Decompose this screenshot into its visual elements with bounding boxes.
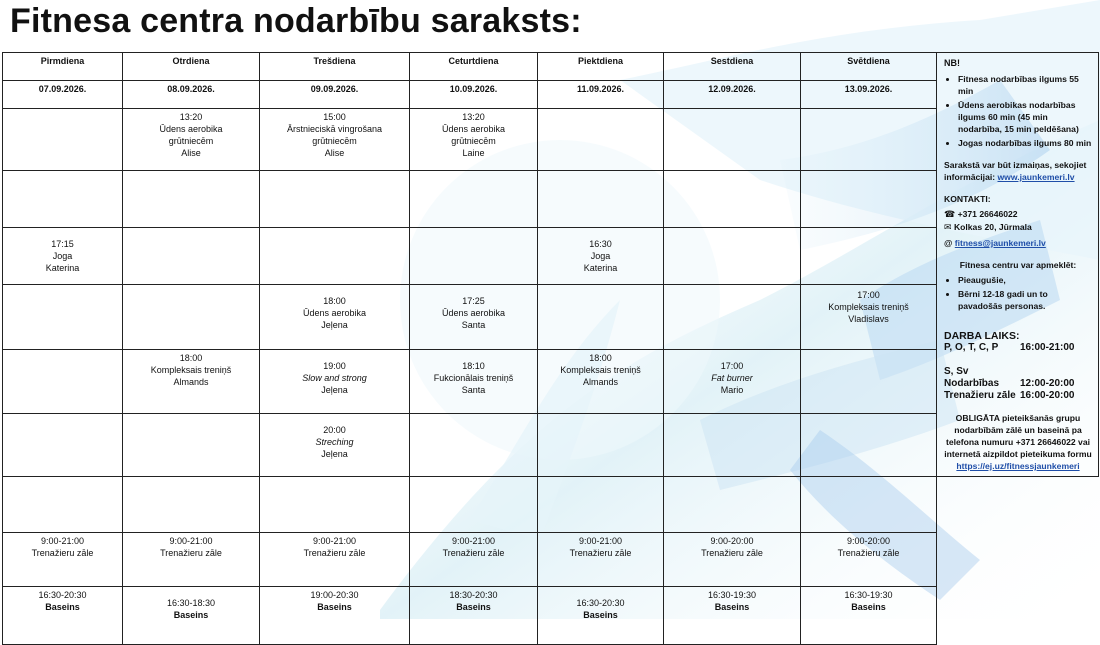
class-name: Ūdens aerobika xyxy=(159,123,223,134)
schedule-row xyxy=(3,285,1099,350)
class-trainer: Santa xyxy=(461,384,486,395)
day-header: Piektdiena xyxy=(538,53,664,81)
class-name: Ūdens aerobika xyxy=(441,308,506,319)
empty-slot xyxy=(123,171,260,228)
gym-hours-cell xyxy=(410,533,538,587)
class-trainer: Jeļena xyxy=(321,449,348,460)
visitors-item: • Bērni 12-18 gadi un to pavadošās personas. xyxy=(958,288,1092,312)
gym-hours: 9:00-20:00 xyxy=(710,536,754,546)
nb-title: NB! xyxy=(944,58,960,68)
pool-label: Baseins xyxy=(456,602,491,612)
pool-label: Baseins xyxy=(851,602,886,612)
empty-slot xyxy=(538,477,664,533)
nb-item: • Ūdens aerobikas nodarbības ilgums 60 min (45 min nodarbība, 15 min peldēšana) xyxy=(958,99,1092,135)
class-time: 17:00 xyxy=(857,290,880,301)
pool-hours: 16:30-19:30 xyxy=(844,590,893,600)
day-header: Ceturtdiena xyxy=(410,53,538,81)
class-slot[interactable] xyxy=(260,349,410,414)
class-name: Streching xyxy=(315,437,354,448)
empty-slot xyxy=(538,108,664,170)
gym-hours: 9:00-21:00 xyxy=(40,536,85,546)
empty-slot xyxy=(538,171,664,228)
empty-slot xyxy=(801,477,937,533)
changes-note: Sarakstā var būt izmaiņas, sekojiet informācijai: www.jaunkemeri.lv xyxy=(944,160,1087,182)
schedule-row xyxy=(3,108,1099,170)
pool-hours: 16:30-20:30 xyxy=(576,598,625,608)
class-name: Ārstnieciskā vingrošana xyxy=(286,123,383,134)
gym-hours-cell xyxy=(801,533,937,587)
empty-slot xyxy=(123,477,260,533)
empty-slot xyxy=(664,285,801,350)
gym-label: Trenažieru zāle xyxy=(31,548,94,558)
schedule-row xyxy=(3,349,1099,414)
class-slot[interactable] xyxy=(123,108,260,170)
schedule-row xyxy=(3,477,1099,533)
empty-slot xyxy=(123,414,260,477)
empty-slot xyxy=(123,285,260,350)
pool-hours-cell xyxy=(260,587,410,645)
empty-slot xyxy=(664,228,801,285)
class-name: Fukcionālais treniņš xyxy=(433,372,514,383)
class-name: Joga xyxy=(590,251,611,262)
class-trainer: Mario xyxy=(720,384,744,395)
empty-slot xyxy=(3,108,123,170)
pool-hours: 19:00-20:30 xyxy=(310,590,359,600)
schedule-row xyxy=(3,228,1099,285)
date-cell: 10.09.2026. xyxy=(410,80,538,108)
day-header-row xyxy=(3,53,1099,81)
booking-note: OBLIGĀTA pieteikšanās grupu nodarbībām zālē un baseinā pa telefona numuru +371 26646022 vai internetā aizpildot pieteikuma formu https://ej.uz/fitnessjaunkemeri xyxy=(944,413,1092,471)
pool-hours-cell xyxy=(123,587,260,645)
class-slot[interactable] xyxy=(801,285,937,350)
date-cell: 13.09.2026. xyxy=(801,80,937,108)
class-subtitle: grūtniecēm xyxy=(168,135,214,146)
date-row xyxy=(3,80,1099,108)
contacts-title: KONTAKTI: xyxy=(944,194,991,204)
class-trainer: Santa xyxy=(461,320,486,331)
empty-slot xyxy=(801,349,937,414)
gym-hours: 9:00-21:00 xyxy=(578,536,623,546)
gym-label: Trenažieru zāle xyxy=(303,548,366,558)
schedule-row xyxy=(3,171,1099,228)
class-time: 13:20 xyxy=(179,111,203,122)
booking-link[interactable]: https://ej.uz/fitnessjaunkemeri xyxy=(956,461,1080,471)
pool-label: Baseins xyxy=(317,602,352,612)
class-name: Fat burner xyxy=(711,372,753,383)
class-time: 18:10 xyxy=(462,360,485,371)
pool-hours-cell xyxy=(3,587,123,645)
class-trainer: Almands xyxy=(173,376,209,387)
class-trainer: Katerina xyxy=(583,263,618,274)
visitors-title: Fitnesa centru var apmeklēt: xyxy=(959,260,1077,270)
phone-icon: ☎ xyxy=(944,210,956,220)
class-time: 18:00 xyxy=(589,352,612,363)
weekend-label: S, Sv xyxy=(944,366,969,377)
empty-slot xyxy=(123,228,260,285)
contact-address: ✉ Kolkas 20, Jūrmala xyxy=(944,222,1032,233)
pool-hours-cell xyxy=(538,587,664,645)
class-slot[interactable] xyxy=(260,108,410,170)
class-time: 13:20 xyxy=(462,111,485,122)
gym-label: Trenažieru zāle xyxy=(569,548,632,558)
empty-slot xyxy=(538,414,664,477)
date-cell: 07.09.2026. xyxy=(3,80,123,108)
class-trainer: Vladislavs xyxy=(848,314,889,325)
spacer-cell xyxy=(937,533,1099,587)
class-slot[interactable] xyxy=(538,228,664,285)
empty-slot xyxy=(801,228,937,285)
info-panel xyxy=(937,53,1099,477)
schedule-table xyxy=(2,52,1099,645)
spacer-cell xyxy=(937,587,1099,645)
contact-phone: ☎ +371 26646022 xyxy=(944,209,1018,220)
schedule-row xyxy=(3,414,1099,477)
nb-list xyxy=(944,73,1092,149)
gym-hours-cell xyxy=(664,533,801,587)
class-subtitle: grūtniecēm xyxy=(312,135,357,146)
pool-hours-row xyxy=(3,587,1099,645)
day-header: Trešdiena xyxy=(260,53,410,81)
class-slot[interactable] xyxy=(260,414,410,477)
pool-hours: 16:30-18:30 xyxy=(166,598,216,608)
class-time: 18:00 xyxy=(323,296,346,307)
gym-hours-cell xyxy=(123,533,260,587)
page-title: Fitnesa centra nodarbību saraksts: xyxy=(10,2,582,40)
empty-slot xyxy=(3,477,123,533)
gym-label: Trenažieru zāle xyxy=(442,548,505,558)
class-slot[interactable] xyxy=(664,349,801,414)
empty-slot xyxy=(3,349,123,414)
weekday-hours: P, O, T, C, P 16:00-21:00 xyxy=(944,342,1075,353)
gym-label: Trenažieru zāle xyxy=(837,548,900,558)
class-slot[interactable] xyxy=(123,349,260,414)
class-trainer: Alise xyxy=(324,147,345,158)
gym-hours: 9:00-21:00 xyxy=(312,536,357,546)
empty-slot xyxy=(410,477,538,533)
class-subtitle: grūtniecēm xyxy=(451,135,496,146)
class-time: 18:00 xyxy=(179,352,203,363)
class-name: Kompleksais treniņš xyxy=(828,302,909,313)
class-name: Ūdens aerobika xyxy=(441,123,506,134)
visitors-item: • Pieaugušie, xyxy=(958,274,1092,286)
envelope-icon: ✉ xyxy=(944,223,952,233)
empty-slot xyxy=(260,228,410,285)
gym-hours-cell xyxy=(260,533,410,587)
class-slot[interactable] xyxy=(410,285,538,350)
empty-slot xyxy=(410,171,538,228)
empty-slot xyxy=(664,414,801,477)
empty-slot xyxy=(538,285,664,350)
empty-slot xyxy=(3,414,123,477)
gym-label: Trenažieru zāle xyxy=(160,548,222,558)
pool-label: Baseins xyxy=(45,602,80,612)
gym-hours-cell xyxy=(3,533,123,587)
empty-slot xyxy=(801,171,937,228)
gym-hours: 9:00-20:00 xyxy=(846,536,891,546)
class-time: 16:30 xyxy=(589,239,612,250)
pool-hours: 18:30-20:30 xyxy=(449,590,498,600)
class-slot[interactable] xyxy=(410,108,538,170)
pool-hours: 16:30-20:30 xyxy=(38,590,87,600)
class-slot[interactable] xyxy=(410,349,538,414)
visitors-list xyxy=(944,274,1092,312)
nb-item: • Fitnesa nodarbības ilgums 55 min xyxy=(958,73,1092,97)
contact-email xyxy=(944,237,1092,249)
date-cell: 12.09.2026. xyxy=(664,80,801,108)
class-name: Joga xyxy=(52,251,73,262)
empty-slot xyxy=(664,171,801,228)
class-slot[interactable] xyxy=(538,349,664,414)
hours-title: DARBA LAIKS: xyxy=(944,330,1020,342)
empty-slot xyxy=(410,414,538,477)
class-slot[interactable] xyxy=(3,228,123,285)
empty-slot xyxy=(801,414,937,477)
date-cell: 09.09.2026. xyxy=(260,80,410,108)
pool-hours: 16:30-19:30 xyxy=(707,590,757,600)
pool-hours-cell xyxy=(801,587,937,645)
day-header: Sestdiena xyxy=(664,53,801,81)
day-header: Otrdiena xyxy=(123,53,260,81)
empty-slot xyxy=(664,108,801,170)
gym-hours-row xyxy=(3,533,1099,587)
empty-slot xyxy=(260,477,410,533)
class-name: Ūdens aerobika xyxy=(302,308,367,319)
pool-hours-cell xyxy=(664,587,801,645)
pool-hours-cell xyxy=(410,587,538,645)
class-time: 17:15 xyxy=(51,239,74,250)
pool-label: Baseins xyxy=(714,602,750,612)
day-header: Svētdiena xyxy=(801,53,937,81)
class-time: 17:25 xyxy=(462,296,485,307)
empty-slot xyxy=(664,477,801,533)
empty-slot xyxy=(410,228,538,285)
class-trainer: Alise xyxy=(181,147,201,158)
empty-slot xyxy=(3,171,123,228)
class-name: Kompleksais treniņš xyxy=(560,364,641,375)
class-slot[interactable] xyxy=(260,285,410,350)
email-link[interactable]: fitness@jaunkemeri.lv xyxy=(954,238,1046,248)
class-trainer: Jeļena xyxy=(321,384,348,395)
class-time: 20:00 xyxy=(323,425,346,436)
class-name: Kompleksais treniņš xyxy=(150,364,232,375)
class-trainer: Katerina xyxy=(45,263,80,274)
pool-label: Baseins xyxy=(583,610,618,620)
weekend-classes-hours: Nodarbības 12:00-20:00 xyxy=(944,378,1075,389)
pool-label: Baseins xyxy=(173,610,209,620)
class-time: 19:00 xyxy=(323,360,346,371)
empty-slot xyxy=(3,285,123,350)
empty-slot xyxy=(801,108,937,170)
gym-hours: 9:00-21:00 xyxy=(169,536,213,546)
gym-hours-cell xyxy=(538,533,664,587)
at-icon: @ xyxy=(944,238,953,248)
date-cell: 08.09.2026. xyxy=(123,80,260,108)
nb-item: • Jogas nodarbības ilgums 80 min xyxy=(958,137,1092,149)
class-trainer: Jeļena xyxy=(321,320,348,331)
class-name: Slow and strong xyxy=(302,372,367,383)
weekend-gym-hours: Trenažieru zāle 16:00-20:00 xyxy=(944,390,1075,401)
date-cell: 11.09.2026. xyxy=(538,80,664,108)
class-time: 15:00 xyxy=(323,111,346,122)
class-time: 17:00 xyxy=(720,360,744,371)
day-header: Pirmdiena xyxy=(3,53,123,81)
class-trainer: Laine xyxy=(462,147,485,158)
class-trainer: Almands xyxy=(582,376,618,387)
gym-label: Trenažieru zāle xyxy=(701,548,763,558)
gym-hours: 9:00-21:00 xyxy=(451,536,496,546)
website-link[interactable]: www.jaunkemeri.lv xyxy=(997,172,1075,182)
empty-slot xyxy=(260,171,410,228)
